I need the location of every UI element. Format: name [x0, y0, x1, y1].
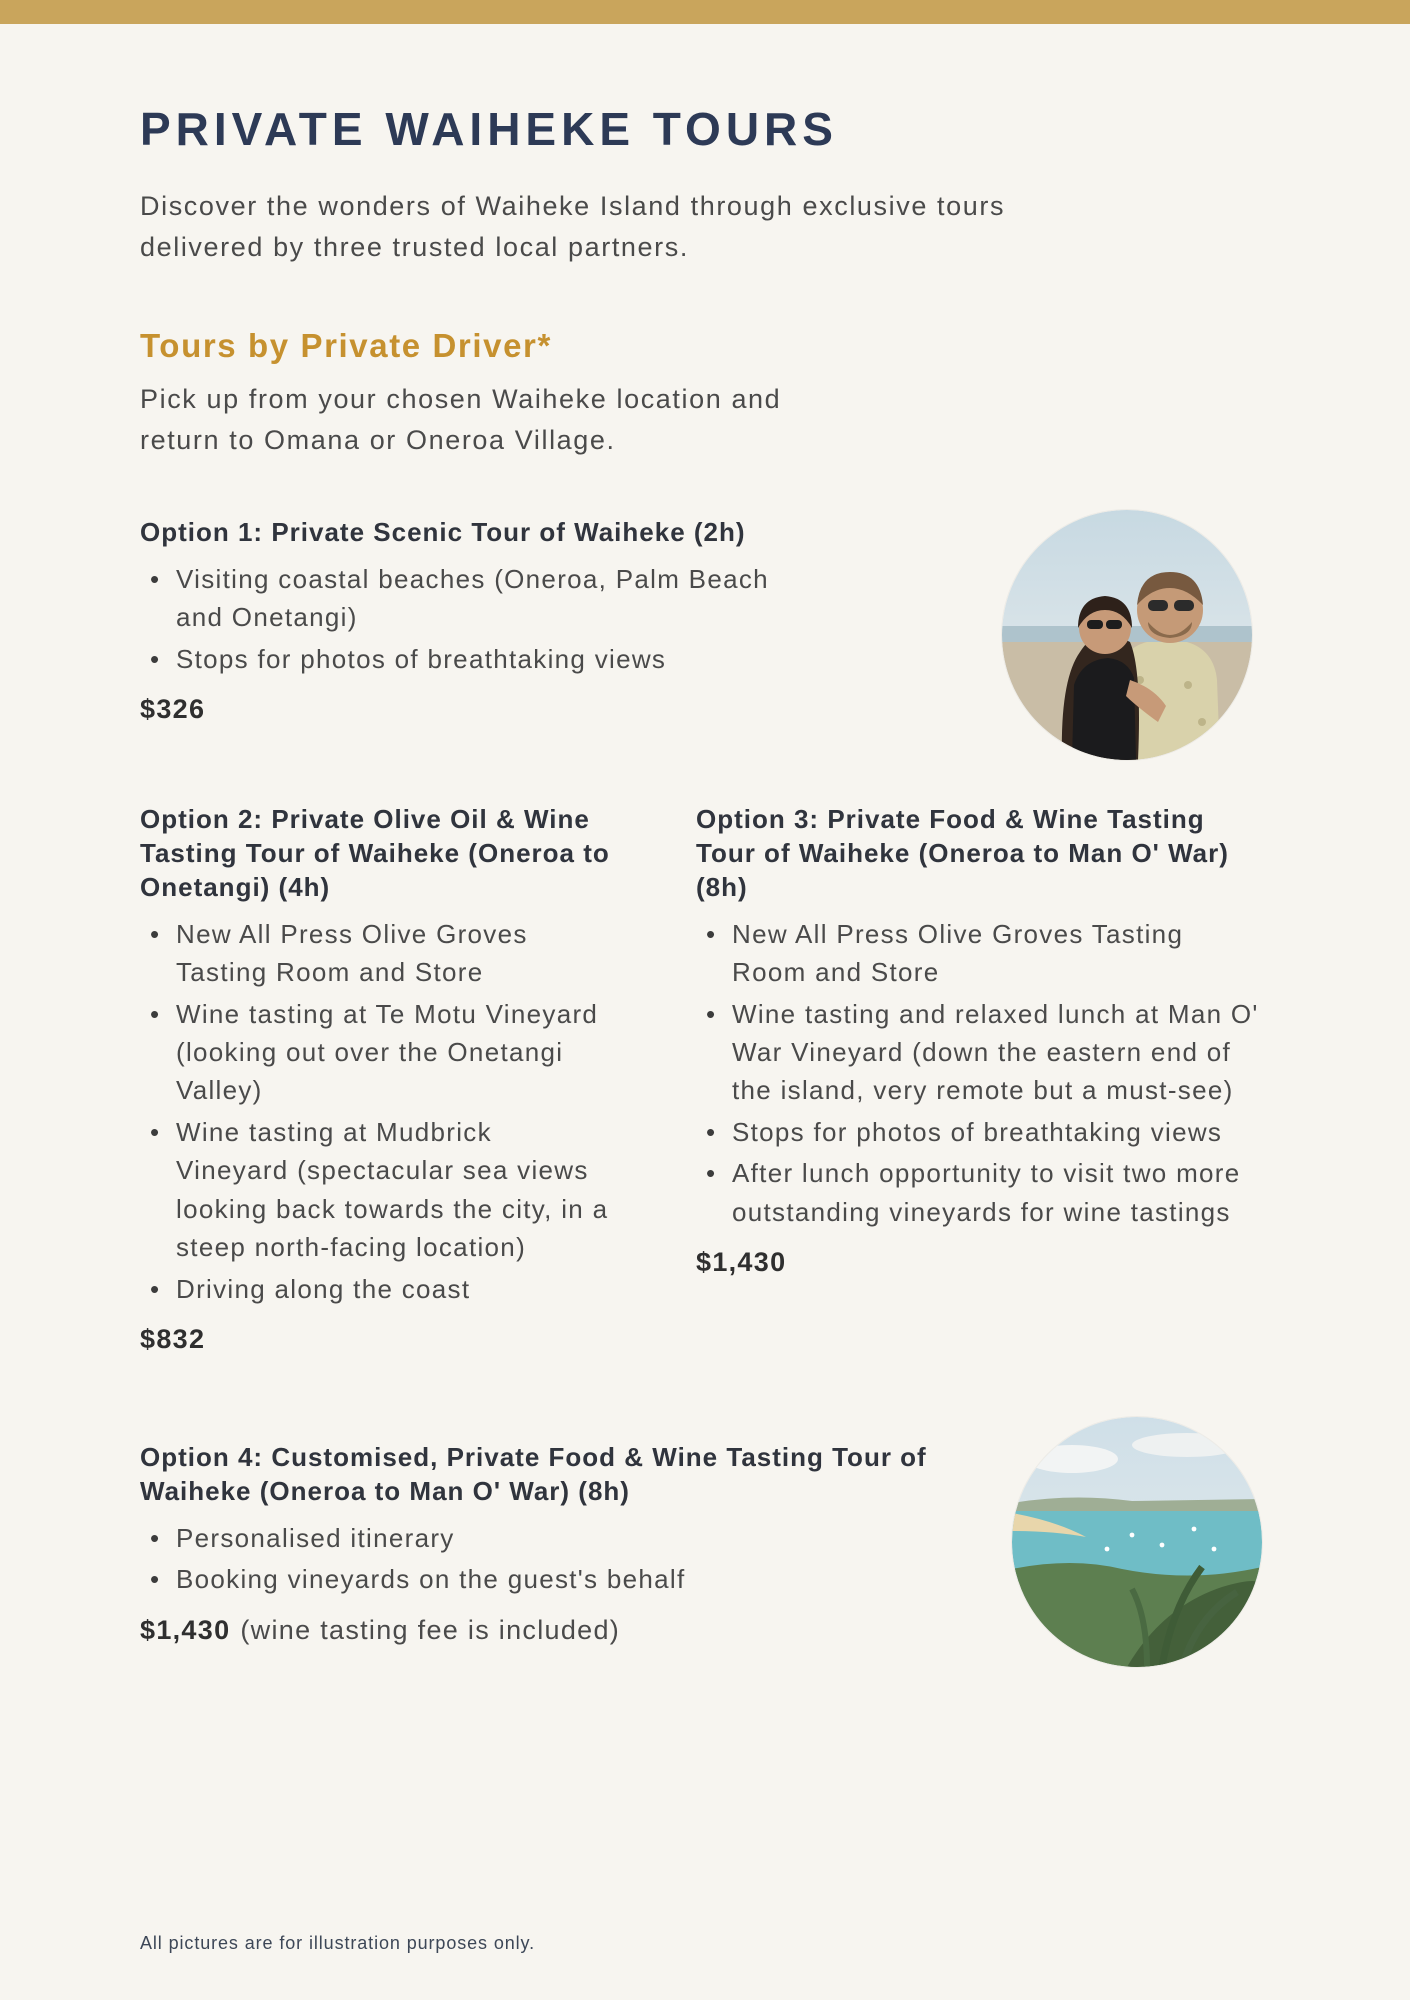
option-4-text [140, 1441, 1020, 1646]
option-1-section [140, 516, 1270, 725]
option-2-price: $832 [140, 1324, 206, 1355]
option-3-bullets [696, 915, 1262, 1232]
coastal-bay-photo [1012, 1417, 1262, 1667]
bullet-item: • Driving along the coast [140, 1270, 610, 1308]
top-accent-bar [0, 0, 1410, 24]
bullet-item: • Stops for photos of breathtaking views [140, 640, 820, 678]
couple-on-beach-photo [1002, 510, 1252, 760]
option-2-bullets [140, 915, 610, 1309]
bullet-item: • Visiting coastal beaches (Oneroa, Palm Beach and Onetangi) [140, 560, 820, 637]
couple-photo-illustration [1002, 510, 1252, 760]
bullet-item: • Booking vineyards on the guest's behalf [140, 1560, 1020, 1598]
bullet-item: • Wine tasting at Te Motu Vineyard (looking out over the Onetangi Valley) [140, 995, 610, 1110]
intro-text: Discover the wonders of Waiheke Island through exclusive tours delivered by three trusted local partners. [140, 191, 1006, 262]
option-2-title: Option 2: Private Olive Oil & Wine Tasting Tour of Waiheke (Oneroa to Onetangi) (4h) [140, 804, 610, 902]
option-4-price-line [140, 1615, 1020, 1646]
bullet-item: • New All Press Olive Groves Tasting Room and Store [696, 915, 1262, 992]
bullet-item: • After lunch opportunity to visit two more outstanding vineyards for wine tastings [696, 1154, 1262, 1231]
option-2-section [140, 803, 610, 1355]
coastal-photo-illustration [1012, 1417, 1262, 1667]
option-4-price-note: (wine tasting fee is included) [240, 1614, 621, 1645]
option-3-title: Option 3: Private Food & Wine Tasting Tour of Waiheke (Oneroa to Man O' War) (8h) [696, 804, 1229, 902]
page-content [0, 24, 1410, 1646]
option-4-section [140, 1441, 1270, 1646]
option-1-title: Option 1: Private Scenic Tour of Waiheke (2h) [140, 517, 746, 547]
section-description: Pick up from your chosen Waiheke location and return to Omana or Oneroa Village. [140, 384, 782, 455]
option-1-price: $326 [140, 694, 206, 725]
page-title: PRIVATE WAIHEKE TOURS [140, 103, 838, 155]
bullet-item: • Wine tasting at Mudbrick Vineyard (spectacular sea views looking back towards the city, in a steep north-facing location) [140, 1113, 610, 1267]
option-1-bullets [140, 560, 820, 678]
option-3-price: $1,430 [696, 1247, 787, 1278]
bullet-item: • Wine tasting and relaxed lunch at Man O' War Vineyard (down the eastern end of the island, very remote but a must-see) [696, 995, 1262, 1110]
footer-disclaimer: All pictures are for illustration purposes only. [140, 1933, 536, 1953]
section-heading: Tours by Private Driver* [140, 327, 552, 364]
option-3-section [696, 803, 1262, 1355]
bullet-item: • Personalised itinerary [140, 1519, 1020, 1557]
bullet-item: • Stops for photos of breathtaking views [696, 1113, 1262, 1151]
bullet-item: • New All Press Olive Groves Tasting Room and Store [140, 915, 610, 992]
option-4-title: Option 4: Customised, Private Food & Wine Tasting Tour of Waiheke (Oneroa to Man O' War) (8h) [140, 1442, 927, 1507]
options-columns [140, 803, 1270, 1355]
option-4-price: $1,430 [140, 1614, 231, 1645]
option-4-bullets [140, 1519, 1020, 1599]
option-1-text [140, 516, 820, 725]
